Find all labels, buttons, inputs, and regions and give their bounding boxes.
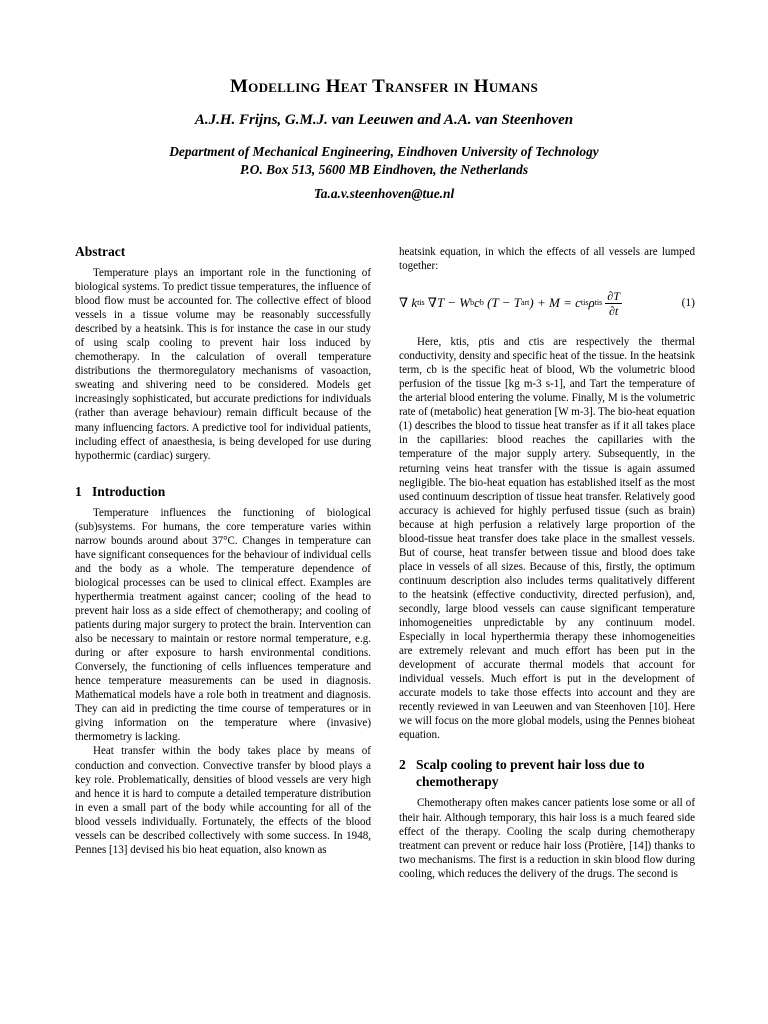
affiliation-line-2: P.O. Box 513, 5600 MB Eindhoven, the Netherlands (239, 162, 529, 177)
abstract-text: Temperature plays an important role in the functioning of biological systems. To predict tissue temperatures, the influence of blood flow must be accounted for. The collective effect of blood vessels in a tissue volume may be reasonably successfully described by a heatsink. This is for instance the case in our study of using scalp cooling to prevent hair loss induced by chemotherapy. In the calculation of overall temperature distributions the thermoregulatory mechanisms of vasoaction, sweating and shivering need to be considered. Models get increasingly sophisticated, but accurate predictions for individuals (rather than average behaviour) remain difficult because of the many influencing factors. A predictive tool for individual patients, including effect of anaesthesia, is being developed for use during hypothermic (cardiac) surgery. (75, 267, 371, 462)
spacer (399, 742, 695, 756)
explanation-paragraph: Here, ktis, ρtis and ctis are respectively the thermal conductivity, density and specific heat of the tissue. In the heatsink term, cb is the specific heat of blood, Wb the volumetric blood perfusion of the tissue [kg m-3 s-1], and Tart the temperature of the arterial blood entering the volume. Finally, M is the volumetric rate of (metabolic) heat generation [W m-3]. The bio-heat equation (1) describes the blood to tissue heat transfer as if it all takes place in the capillaries: blood reaches the capillaries with the temperature of the major supply artery. Subsequently, in the returning veins heat transfer with the tissue is again assumed negligible. The bio-heat equation has established itself as the most used continuum description of tissue heat transfer. Relatively good accuracy is achieved for highly perfused tissue (such as brain) because at high perfusion a relatively large proportion of the blood-tissue heat transfer does take place in the smallest vessels. But of course, heat transfer between tissue and blood does take place in vessels of all sizes. Because of this, firstly, the optimum continuum description also includes terms qualitatively different to the heatsink (effective conductivity, directed perfusion), and, secondly, large blood vessels can cause significant temperature inhomogeneities unpredictable by any continuum model. Especially in local hyperthermia therapy these inhomogeneities are extremely relevant and much effort has been put in the development of accurate thermal models that account for individual vessels. Much effort is put in the development of accurate models to take those effects into account and they are recently reviewed in van Leeuwen and van Steenhoven [10]. Here we will focus on the more global models, using the Pennes bioheat equation. (399, 336, 695, 742)
equation-body: ∇ k tis ∇T − W b c b (T − T art ) + M = c tis ρ tis $\frac{\partial T}{\partial t}$ (399, 288, 620, 318)
intro-paragraph-1: Temperature influences the functioning of biological (sub)systems. For humans, the core temperature varies within narrow bounds around about 37°C. Changes in temperature can have significant consequences for the behaviour of individual cells and the body as a whole. The temperature dependence of biological processes can be used to clinical effect. Examples are hyperthermia treatment against cancer; cooling of the head to prevent hair loss as a side effect of chemotherapy; and cooling of patients during major surgery to protect the brain. Intervention can also be necessary to maintain or restore normal temperature, e.g. during or after exposure to harsh environmental conditions. Conversely, the functioning of cells influences temperature and hence temperature measurements can be used in diagnosis. Mathematical models have a role both in treatment and diagnosis. They can aid in predicting the time course of temperatures or in giving information on the temperature where (invasive) thermometry is lacking. (75, 506, 371, 744)
authors: A.J.H. Frijns, G.M.J. van Leeuwen and A.A. van Steenhoven (194, 112, 574, 128)
affiliation (0, 143, 768, 179)
intro-paragraph-2: Heat transfer within the body takes place by means of conduction and convection. Convective transfer by blood plays a key role. Problematically, densities of blood vessels are very high and hence it is hard to compute a detailed temperature distribution in even a small part of the body while accounting for all of the blood vessels individually. Fortunately, the effects of the blood vessels can be described collectively with some success. In 1948, Pennes [13] devised his bio heat equation, also known as (75, 745, 371, 856)
right-column (399, 245, 695, 881)
equation-fraction: $\frac{\partial T}{\partial t}$ (607, 288, 620, 318)
section-title: Introduction (92, 483, 166, 499)
email: Ta.a.v.steenhoven@tue.nl (313, 186, 455, 201)
left-column (75, 243, 371, 857)
spacer (75, 463, 371, 483)
paper-title: Modelling Heat Transfer in Humans (229, 76, 539, 97)
section2-paragraph-1: Chemotherapy often makes cancer patients lose some or all of their hair. Although temporary, this hair loss is a much feared side effect of the therapy. Cooling the scalp during chemotherapy treatment can prevent or reduce hair loss (Protière, [14]) thanks to two mechanisms. The first is a reduction in skin blood flow during cooling, which reduces the delivery of the drugs. The second is (399, 797, 695, 880)
affiliation-line-1: Department of Mechanical Engineering, Eindhoven University of Technology (169, 144, 599, 159)
introduction-heading (75, 483, 371, 500)
bioheat-equation (399, 283, 695, 323)
abstract-heading: Abstract (75, 244, 126, 259)
section2-heading (399, 756, 695, 790)
title-block (0, 76, 768, 202)
section-number: 2 (399, 757, 406, 773)
section-title: Scalp cooling to prevent hair loss due to chemotherapy (416, 757, 645, 790)
equation-number: (1) (681, 297, 695, 310)
section-number: 1 (75, 483, 82, 499)
intro-paragraph-3: heatsink equation, in which the effects of all vessels are lumped together: (399, 246, 695, 273)
